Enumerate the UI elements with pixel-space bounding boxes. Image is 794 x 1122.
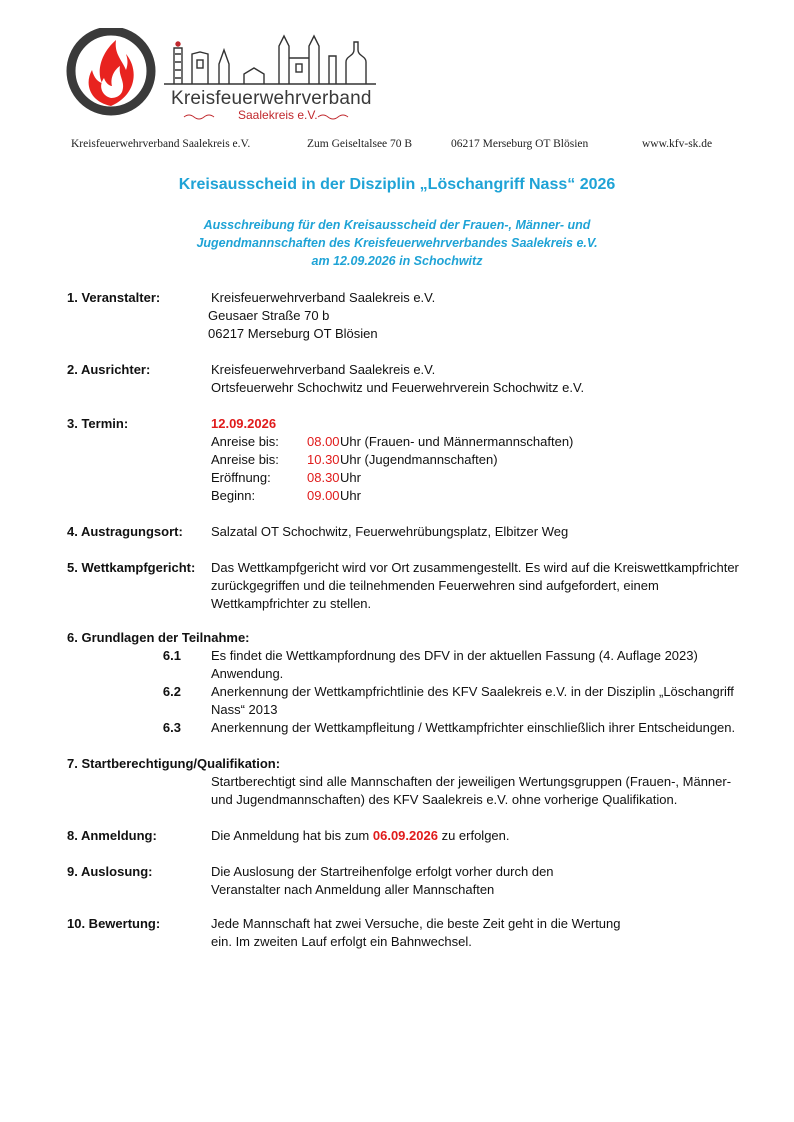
subtitle-line-1: Ausschreibung für den Kreisausscheid der Frauen-, Männer- und [203,218,591,232]
logo-org-subtitle: Saalekreis e.V. [238,108,318,122]
section-6-line: Anwendung. [211,666,284,681]
termin-key: Anreise bis: [211,434,279,449]
section-10-line: Jede Mannschaft hat zwei Versuche, die beste Zeit geht in die Wertung [211,916,621,931]
section-2-line: Kreisfeuerwehrverband Saalekreis e.V. [211,362,436,377]
section-6-line: Nass“ 2013 [211,702,278,717]
flame-icon [71,31,151,111]
termin-rest: Uhr [340,488,361,503]
section-8-text [211,828,510,843]
skyline-icon [164,36,376,84]
section-6-line: Es findet die Wettkampfordnung des DFV in der aktuellen Fassung (4. Auflage 2023) [211,648,698,663]
section-6-line: Anerkennung der Wettkampfleitung / Wettkampfrichter einschließlich ihrer Entscheidungen. [211,720,736,735]
termin-date: 12.09.2026 [211,416,277,431]
kfv-logo [64,28,384,128]
section-10-label: 10. Bewertung: [67,916,161,931]
subtitle-line-3: am 12.09.2026 in Schochwitz [311,254,483,268]
item-number: 6.3 [162,720,181,735]
anmeldung-post: zu erfolgen. [437,828,510,843]
termin-key: Anreise bis: [211,452,279,467]
section-2-label: 2. Ausrichter: [67,362,151,377]
section-1-line: Geusaer Straße 70 b [208,308,330,323]
section-1-line: Kreisfeuerwehrverband Saalekreis e.V. [211,290,436,305]
termin-key: Eröffnung: [211,470,271,485]
section-9-line: Veranstalter nach Anmeldung aller Mannschaften [211,882,495,897]
termin-time: 10.30 [307,452,340,467]
item-number: 6.1 [162,648,181,663]
section-2-line: Ortsfeuerwehr Schochwitz und Feuerwehrverein Schochwitz e.V. [211,380,585,395]
termin-time: 08.30 [307,470,340,485]
termin-key: Beginn: [211,488,256,503]
section-7-line: Startberechtigt sind alle Mannschaften der jeweiligen Wertungsgruppen (Frauen-, Männer- [211,774,732,789]
header-city: 06217 Merseburg OT Blösien [451,138,589,150]
page-title: Kreisausscheid in der Disziplin „Löschangriff Nass“ 2026 [178,176,616,193]
termin-time: 09.00 [307,488,340,503]
section-1-label: 1. Veranstalter: [67,290,161,305]
anmeldung-pre: Die Anmeldung hat bis zum [211,828,373,843]
section-4-text: Salzatal OT Schochwitz, Feuerwehrübungsplatz, Elbitzer Weg [211,524,569,539]
logo-org-title: Kreisfeuerwehrverband [171,88,372,109]
termin-rest: Uhr (Jugendmannschaften) [340,452,498,467]
section-1-line: 06217 Merseburg OT Blösien [208,326,378,341]
anmeldung-date: 06.09.2026 [372,828,438,843]
section-9-label: 9. Auslosung: [67,864,153,879]
section-6-label: 6. Grundlagen der Teilnahme: [67,630,250,645]
termin-time: 08.00 [307,434,340,449]
section-4-label: 4. Austragungsort: [67,524,183,539]
section-5-line: zurückgegriffen und die teilnehmenden Feuerwehren sind aufgefordert, einem [211,578,659,593]
termin-rest: Uhr [340,470,361,485]
header-street: Zum Geiseltalsee 70 B [307,138,413,150]
termin-rest: Uhr (Frauen- und Männermannschaften) [340,434,574,449]
section-6-line: Anerkennung der Wettkampfrichtlinie des KFV Saalekreis e.V. in der Disziplin „Löschangriff [211,684,734,699]
section-5-label: 5. Wettkampfgericht: [67,560,196,575]
section-7-label: 7. Startberechtigung/Qualifikation: [67,756,281,771]
header-org: Kreisfeuerwehrverband Saalekreis e.V. [71,138,251,150]
section-3-label: 3. Termin: [67,416,129,431]
header-web[interactable]: www.kfv-sk.de [642,138,713,150]
section-5-line: Das Wettkampfgericht wird vor Ort zusammengestellt. Es wird auf die Kreiswettkampfrichter [211,560,739,575]
section-7-line: und Jugendmannschaften) des KFV Saalekreis e.V. ohne vorherige Qualifikation. [211,792,678,807]
section-5-line: Wettkampfrichter zu stellen. [211,596,372,611]
section-8-label: 8. Anmeldung: [67,828,157,843]
section-10-line: ein. Im zweiten Lauf erfolgt ein Bahnwechsel. [211,934,472,949]
subtitle-line-2: Jugendmannschaften des Kreisfeuerwehrverbandes Saalekreis e.V. [196,236,598,250]
section-9-line: Die Auslosung der Startreihenfolge erfolgt vorher durch den [211,864,554,879]
item-number: 6.2 [162,684,181,699]
